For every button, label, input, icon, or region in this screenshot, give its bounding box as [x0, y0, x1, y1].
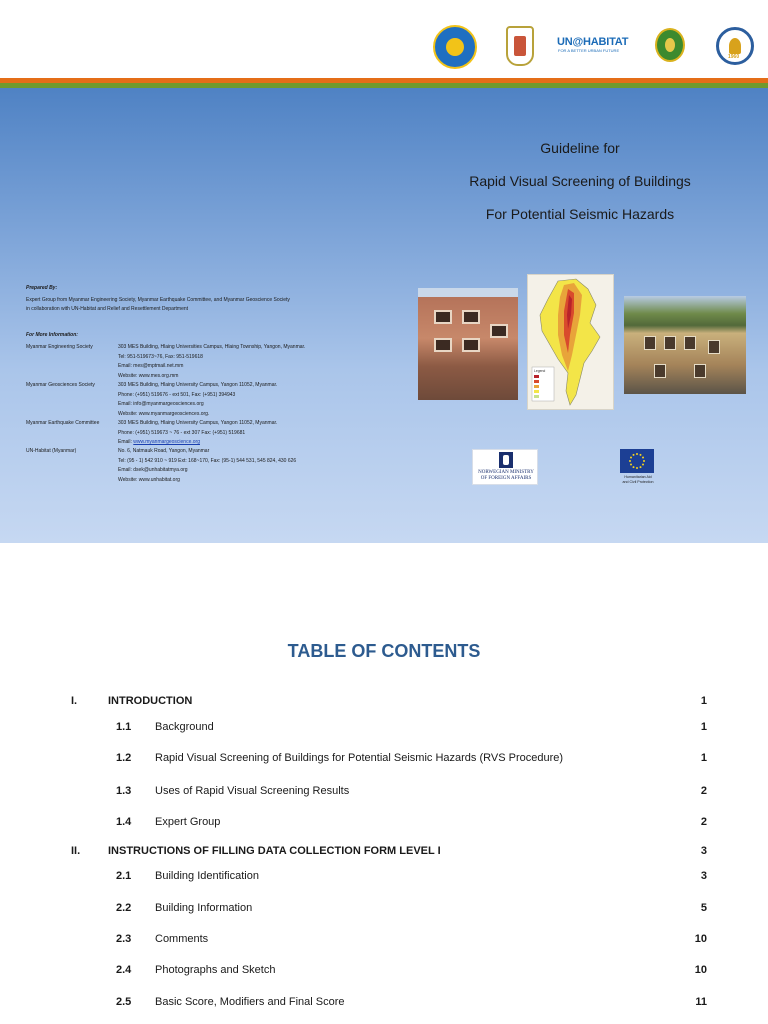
building-window [462, 338, 480, 352]
un-habitat-logo-text: UN@HABITAT [557, 36, 629, 48]
relief-resettlement-department-logo [506, 26, 534, 66]
cover-panel [0, 88, 768, 543]
myanmar-engineering-society-logo [433, 25, 477, 69]
toc-entry-page: 10 [694, 933, 707, 945]
toc-heading: TABLE OF CONTENTS [287, 641, 481, 661]
toc-entry-number: 2.5 [116, 996, 132, 1008]
norway-logo-text [475, 470, 537, 482]
building-window [708, 340, 720, 354]
toc-entry-number: I. [71, 695, 78, 707]
toc-entry-number: 2.1 [116, 870, 132, 882]
toc-entry-number: 1.3 [116, 785, 132, 797]
toc-entry[interactable] [0, 902, 768, 920]
contact-line: Website: www.mes.org.mm [118, 372, 179, 379]
contact-line: Phone: (+951) 519676 - ext 501, Fax: (+951) 394943 [118, 391, 236, 398]
toc-entry-title: INTRODUCTION [108, 695, 193, 707]
building-window [462, 310, 480, 324]
contact-line: Email: dsek@unhabitatmya.org [118, 467, 188, 473]
building-window [644, 336, 656, 350]
eu-logo-line: and Civil Protection [622, 479, 654, 484]
toc-entry[interactable] [0, 964, 768, 982]
toc-entry-title: Rapid Visual Screening of Buildings for Potential Seismic Hazards (RVS Procedure) [155, 752, 564, 764]
toc-entry[interactable] [0, 996, 768, 1014]
toc-entry-page: 1 [700, 695, 707, 707]
toc-entry-title: Comments [155, 933, 209, 945]
contact-org: UN-Habitat (Myanmar) [26, 448, 77, 454]
cover-title-line-1: Guideline for [540, 140, 620, 156]
toc-entry-page: 10 [694, 964, 707, 976]
prepared-by-line: in collaboration with UN-Habitat and Relief and Resettlement Department [26, 305, 189, 312]
logo-strip [0, 0, 768, 78]
toc-entry[interactable] [0, 785, 768, 803]
toc-entry-title: Background [155, 721, 214, 733]
un-habitat-logo-subtext: FOR A BETTER URBAN FUTURE [558, 48, 620, 53]
toc-entry-page: 1 [700, 752, 707, 764]
toc-entry-title: Building Information [155, 902, 253, 914]
contact-line: 303 MES Building, Hlaing University Campus, Yangon 11052, Myanmar. [118, 420, 278, 426]
prepared-by-text [26, 296, 356, 313]
building-photo-2 [624, 296, 746, 394]
contact-org: Myanmar Earthquake Committee [26, 420, 100, 426]
toc-entry[interactable] [0, 845, 768, 863]
building-window [654, 364, 666, 378]
contact-line: Tel: 951-519673~76, Fax: 951-519618 [118, 353, 203, 360]
un-habitat-logo [557, 36, 627, 60]
toc-entry[interactable] [0, 933, 768, 951]
contact-org: Myanmar Geosciences Society [26, 382, 95, 388]
building-window [434, 338, 452, 352]
contact-line: Website: www.myanmargeosciences.org. [118, 410, 210, 417]
contact-line: Email: mes@mptmail.net.mm [118, 363, 184, 369]
toc-entry-page: 3 [700, 870, 707, 882]
eu-logo-text [618, 475, 658, 484]
seismic-map-graphic [528, 275, 614, 410]
building-photo-1 [418, 288, 518, 400]
toc-entry-number: 1.4 [116, 816, 132, 828]
cover-title-line-2: Rapid Visual Screening of Buildings [469, 173, 691, 189]
toc-entry-page: 11 [695, 996, 707, 1008]
toc-entry[interactable] [0, 721, 768, 739]
toc-entry-title: Building Identification [155, 870, 259, 882]
more-info-heading: For More Information: [26, 332, 78, 338]
contact-line: Email: info@myanmargeosciences.org [118, 401, 204, 407]
norway-crest-icon [499, 452, 513, 468]
toc-entry-number: 1.1 [116, 721, 132, 733]
contact-line: 303 MES Building, Hlaing University Campus, Yangon 11052, Myanmar. [118, 382, 278, 388]
building-window [434, 310, 452, 324]
myanmar-geosciences-society-logo [655, 28, 685, 62]
contact-line: Tel: (95 - 1) 542 910 ~ 919 Ext: 168~170, Fax: (95-1) 544 531, 545 824, 430 626 [118, 457, 297, 464]
building-window [694, 364, 706, 378]
norway-logo-line: OF FOREIGN AFFAIRS [480, 476, 532, 481]
toc-entry-number: II. [71, 845, 81, 857]
map-legend-label: Legend [534, 369, 546, 373]
toc-entry-number: 2.3 [116, 933, 132, 945]
toc-entry-page: 1 [700, 721, 707, 733]
toc-entry[interactable] [0, 695, 768, 713]
building-window [684, 336, 696, 350]
contact-email-link[interactable]: www.myanmargeoscience.org [133, 439, 200, 445]
toc-entry-page: 2 [700, 816, 707, 828]
toc-entry[interactable] [0, 816, 768, 834]
eu-logo-line: Humanitarian Aid [624, 475, 652, 479]
prepared-by-heading: Prepared By: [26, 285, 58, 291]
contact-org: Myanmar Engineering Society [26, 344, 93, 350]
toc-entry-number: 2.2 [116, 902, 132, 914]
eu-flag-icon [620, 449, 654, 473]
toc-entry-title: Uses of Rapid Visual Screening Results [155, 785, 350, 797]
toc-entry[interactable] [0, 870, 768, 888]
building-window [664, 336, 676, 350]
toc-entry-number: 2.4 [116, 964, 132, 976]
earthquake-committee-year: 1960 [728, 54, 740, 60]
contact-line: Website: www.unhabitat.org [118, 476, 180, 483]
contact-line: Phone: (+951) 519673 ~ 76 - ext 307 Fax: (+951) 519681 [118, 429, 246, 436]
norway-logo-line: NORWEGIAN MINISTRY [478, 470, 534, 475]
eu-humanitarian-aid-logo [618, 449, 656, 485]
toc-entry-page: 3 [700, 845, 707, 857]
prepared-by-line: Expert Group from Myanmar Engineering Society, Myanmar Earthquake Committee, and Myanmar Geoscience Society [26, 297, 290, 303]
toc-entry-page: 5 [700, 902, 707, 914]
seismic-hazard-map [527, 274, 614, 410]
toc-entry-page: 2 [700, 785, 707, 797]
myanmar-earthquake-committee-logo [716, 27, 754, 65]
building-window [490, 324, 508, 338]
toc-entry-title: INSTRUCTIONS OF FILLING DATA COLLECTION FORM LEVEL I [108, 845, 441, 857]
cover-title-line-3: For Potential Seismic Hazards [485, 206, 675, 222]
norwegian-ministry-logo [472, 449, 538, 485]
toc-entry-title: Expert Group [155, 816, 221, 828]
contact-line: No. 6, Natmauk Road, Yangon, Myanmar [118, 448, 210, 454]
toc-entry-title: Basic Score, Modifiers and Final Score [155, 996, 345, 1008]
contact-email-label: Email: [118, 439, 134, 445]
toc-entry[interactable] [0, 752, 768, 770]
contact-line: 303 MES Building, Hlaing Universities Campus, Hlaing Township, Yangon, Myanmar. [118, 344, 306, 350]
toc-entry-number: 1.2 [116, 752, 132, 764]
toc-entry-title: Photographs and Sketch [155, 964, 276, 976]
